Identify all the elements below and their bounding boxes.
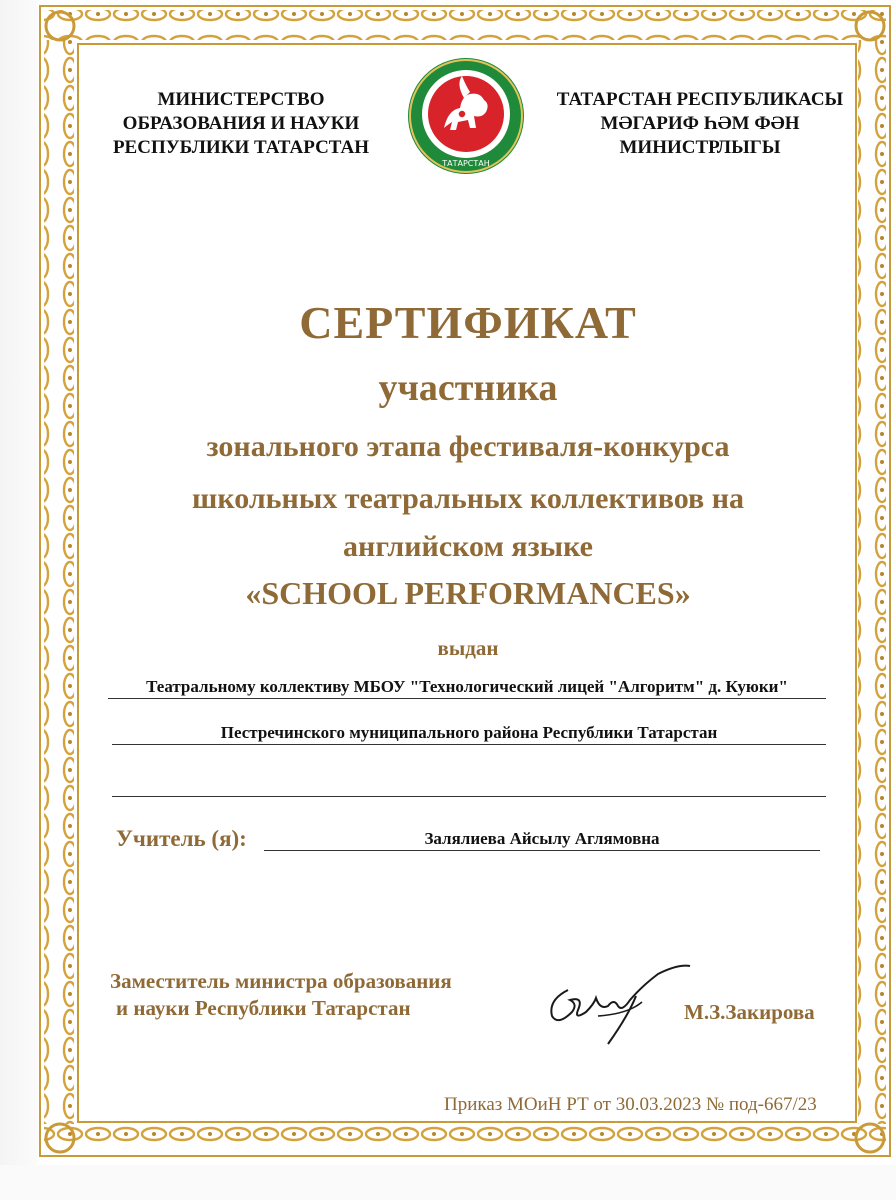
description-line-1: зонального этапа фестиваля-конкурса: [206, 430, 730, 463]
certificate-subtitle: участника: [378, 367, 558, 409]
signatory-line: Заместитель министра образования: [110, 969, 452, 993]
ministry-line: МИНИСТЕРСТВО: [157, 89, 325, 110]
recipient-line-2: Пестречинского муниципального района Республики Татарстан: [112, 722, 826, 745]
description-line-2: школьных театральных коллективов на: [192, 482, 744, 515]
ministry-line: РЕСПУБЛИКИ ТАТАРСТАН: [112, 137, 370, 158]
signatory-position: [110, 968, 452, 1022]
tatarstan-emblem-icon: [404, 54, 528, 178]
signatory-name: М.З.Закирова: [684, 1000, 815, 1024]
recipient-line-3: [112, 774, 826, 797]
certificate-title: СЕРТИФИКАТ: [299, 297, 637, 348]
ministry-line: МӘГАРИФ ҺӘМ ФӘН: [600, 113, 800, 134]
teacher-label: Учитель (я):: [116, 826, 247, 851]
event-name: «SCHOOL PERFORMANCES»: [245, 575, 691, 611]
order-reference: Приказ МОиН РТ от 30.03.2023 № под-667/23: [444, 1094, 817, 1115]
ministry-line: МИНИСТРЛЫГЫ: [619, 137, 781, 158]
ministry-line: ОБРАЗОВАНИЯ И НАУКИ: [122, 113, 360, 134]
teacher-name: Залялиева Айсылу Аглямовна: [264, 828, 820, 851]
ministry-name-russian: [96, 88, 386, 160]
signatory-line: и науки Республики Татарстан: [116, 996, 411, 1020]
ministry-line: ТАТАРСТАН РЕСПУБЛИКАСЫ: [556, 89, 844, 110]
issued-label: выдан: [437, 636, 499, 660]
ministry-name-tatar: [540, 88, 860, 160]
handwritten-signature: [538, 960, 698, 1050]
description-line-3: английском языке: [343, 530, 593, 563]
recipient-line-1: Театральному коллективу МБОУ "Технологический лицей "Алгоритм" д. Куюки": [108, 676, 826, 699]
emblem-text: ТАТАРСТАН: [442, 159, 490, 168]
